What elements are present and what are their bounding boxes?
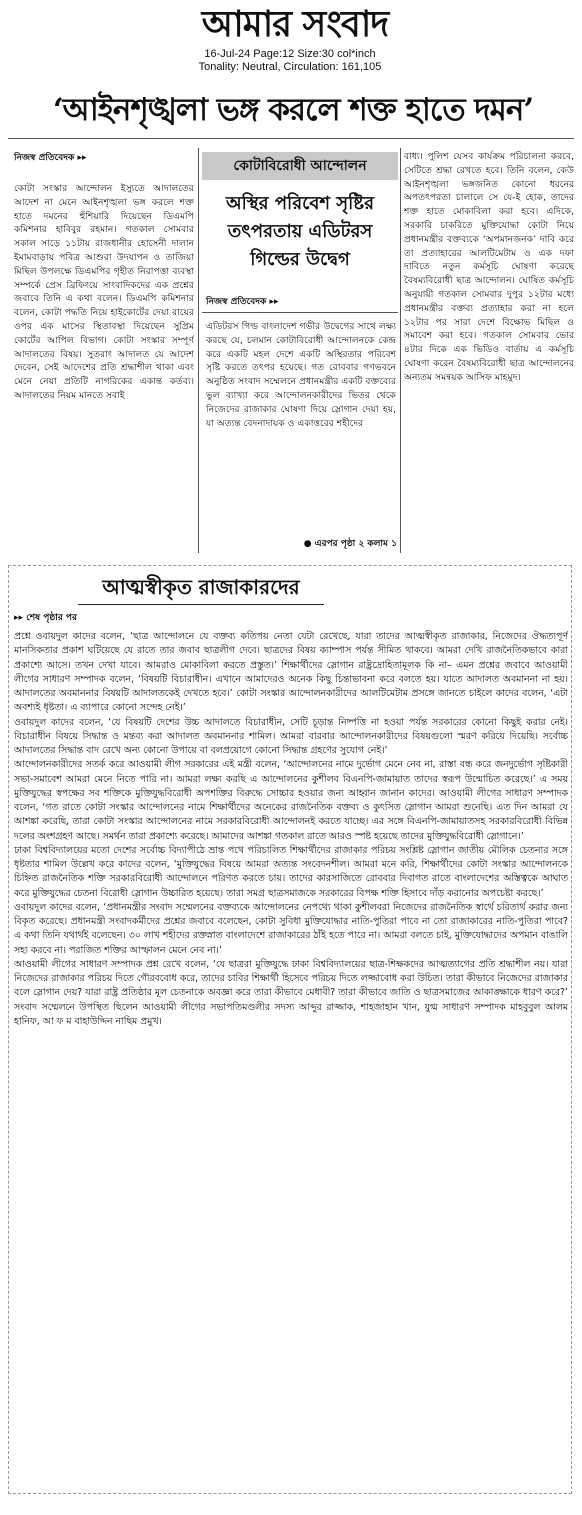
right-paragraph: বাধ্য। পুলিশ যেসব কার্যক্রম পরিচালনা করবে, সেটিতে শ্রদ্ধা রেখতে হবে। তিনি বলেন, কেউ আইনশৃঙ্খলা ভঙ্গজনিত কোনো ধরনের অপতৎপরতা চালালে সে যে-ই হোক, তাদের শক্ত হাতে মোকাবিলা করা হবে। এদিকে, সরকারি চাকরিতে মুক্তিযোদ্ধা কোটা নিয়ে প্রধানমন্ত্রীর বক্তব্যকে ‘অপমানজনক’ দাবি করে তা প্রত্যাহারের আলটিমেটাম ও এক দফা দাবিতে নতুন কর্মসূচি ঘোষণা করেছে বৈষম্যবিরোধী ছাত্র আন্দোলন। ঘোষিত কর্মসূচি অনুযায়ী গতকাল সোমবার দুপুর ১২টার মধ্যে প্রধানমন্ত্রীর বক্তব্য প্রত্যাহার করা না হলে ১২টার পর সারা দেশে বিক্ষোভ মিছিল ও সমাবেশ করা হবে। গতকাল সোমবার ভোর ৪টার দিকে এক ভিডিও বার্তায় এ কর্মসূচি ঘোষণা করেন বৈষম্যবিরোধী ছাত্র আন্দোলনের অন্যতম সমন্বয়ক আসিফ মাহমুদ। xyxy=(404,151,574,383)
column-divider-right xyxy=(400,148,401,553)
continuation-label: ▸▸ শেষ পৃষ্ঠার পর xyxy=(14,613,77,623)
left-column-text xyxy=(14,182,194,552)
middle-column-text xyxy=(206,320,396,534)
story-paragraph-4: ঢাকা বিশ্ববিদ্যালয়ের মতো দেশের সর্বোচ্চ বিদ্যাপীঠে ভ্রান্ত পথে পরিচালিত শিক্ষার্থীদের রাজাকার পরিচয় সংশ্লিষ্ট স্লোগান জাতীয় মৌলিক চেতনার সঙ্গে ধৃষ্টতার শামিল উল্লেখ করে কাদের বলেন, ‘মুক্তিযুদ্ধের বিষয়ে আমরা অত্যন্ত সংবেদনশীল। আমরা মনে করি, শিক্ষার্থীদের কোটা সংস্কার আন্দোলনকে চিহ্নিত রাজনৈতিক শক্তি সরকারবিরোধী আন্দোলনে পরিণত করতে চায়। তাদের কারসাজিতে রোববার দিবাগত রাতে বাংলাদেশের অস্তিত্বকে আঘাত করে মুক্তিযুদ্ধের চেতনা বিরোধী স্লোগান উচ্চারিত হয়েছে। তারা সমগ্র ছাত্রসমাজকে সরকারের বিপক্ষ শক্তি হিসাবে দাঁড় করানোর অপচেষ্টা করছে।’ xyxy=(14,844,568,899)
byline-divider xyxy=(202,312,398,313)
sub-headline: অস্থির পরিবেশ সৃষ্টির তৎপরতায় এডিটরস গিল্ডের উদ্বেগ xyxy=(226,193,374,270)
column-divider-left xyxy=(198,148,199,553)
main-headline: ‘আইনশৃঙ্খলা ভঙ্গ করলে শক্ত হাতে দমন’ xyxy=(52,92,534,128)
left-byline: নিজস্ব প্রতিবেদক ▸▸ xyxy=(14,153,87,163)
story-paragraph-2: ওবায়দুল কাদের বলেন, ‘যে বিষয়টি দেশের উচ্চ আদালতে বিচারাধীন, সেটি চূড়ান্ত নিষ্পত্তি না হওয়া পর্যন্ত সরকারের কোনো কিছুই করার নেই। বিচারাধীন বিষয়ে সিদ্ধান্ত ও মন্তব্য করা আদালত অবমাননার শামিল। আমরা বারবার আন্দোলনকারীদের বিষয়গুলো স্মরণ করিয়ে দিয়েছি। সর্বোচ্চ আদালতের সিদ্ধান্ত বাদ রেখে অন্য কোনো উপায়ে বা বলপ্রয়োগে কোনো সিদ্ধান্ত গ্রহণের সুযোগ নেই।’ xyxy=(14,716,568,756)
clipping-meta-line1: 16-Jul-24 Page:12 Size:30 col*inch xyxy=(204,48,376,60)
newspaper-masthead: আমার সংবাদ xyxy=(201,3,389,45)
continuation-headline: আত্মস্বীকৃত রাজাকারদের xyxy=(102,575,300,599)
middle-paragraph: এডিটরস গিল্ড বাংলাদেশ গভীর উদ্বেগের সাথে লক্ষ্য করছে যে, চলমান কোটাবিরোধী আন্দোলনকে কেন্দ্র করে একটি মহল দেশে একটি অস্থিরতার পরিবেশ সৃষ্টি করতে তৎপর হয়েছে। গত রোববার গণভবনে অনুষ্ঠিত সংবাদ সম্মেলনে প্রধানমন্ত্রীর একটি বক্তব্যের ভুল ব্যাখ্যা করে আন্দোলনকারীদের ভিতর থেকে নিজেদের রাজাকার ঘোষণা দিয়ে স্লোগান দেয়া হয়, যা অত্যন্ত বেদনাদায়ক ও একাত্তরের শহীদের xyxy=(206,321,396,429)
right-column-text xyxy=(404,150,574,550)
topic-tag: কোটাবিরোধী আন্দোলন xyxy=(202,152,398,180)
story-paragraph-3: আন্দোলনকারীদের সতর্ক করে আওয়ামী লীগ সরকারের এই মন্ত্রী বলেন, ‘আন্দোলনের নামে দুর্ভোগ মেনে নেব না, রাস্তা বন্ধ করে জনদুর্ভোগ সৃষ্টিকারী সভা-সমাবেশ আমরা মেনে নিতে পারি না। আমরা লক্ষ্য করছি এ আন্দোলনের কুশীলব বিএনপি-জামায়াত তাদের স্বরূপ উন্মোচিত করেছে।’ এ সময় মুক্তিযুদ্ধের স্বপক্ষের সব শক্তিকে মুক্তিযুদ্ধবিরোধী অপশক্তির বিরুদ্ধে সোচ্চার হওয়ার জন্য আহ্বান জানান কাদের। আওয়ামী লীগের সাধারণ সম্পাদক বলেন, ‘গত রাতে কোটা সংস্কার আন্দোলনের নামে শিক্ষার্থীদের অনেকের রাজনৈতিক বক্তব্য ও কুৎসিত স্লোগান আমরা শুনেছি। এত দিন আমরা যে আশঙ্কা করেছি, তারা কোটা সংস্কার আন্দোলনের নামে সরকারবিরোধী আন্দোলনই করতে যাচ্ছে। এর সঙ্গে বিএনপি-জামায়াতসহ সরকারবিরোধী বিভিন্ন দলের অংশগ্রহণ আছে। সমর্থন তারা প্রকাশ্যে করেছে। আমাদের আশঙ্কা গতকাল রাতে আরও স্পষ্ট হয়েছে তাদের মুক্তিযুদ্ধবিরোধী স্লোগানে।’ xyxy=(14,759,568,842)
clipping-meta-line2: Tonality: Neutral, Circulation: 161,105 xyxy=(198,61,382,73)
middle-byline: নিজস্ব প্রতিবেদক ▸▸ xyxy=(206,297,279,307)
continuation-story xyxy=(14,630,568,1488)
story-paragraph-6: আওয়ামী লীগের সাধারণ সম্পাদক প্রশ্ন রেখে বলেন, ‘যে ছাত্ররা মুক্তিযুদ্ধে ঢাকা বিশ্ববিদ্যালয়ের ছাত্র-শিক্ষকদের আত্মত্যাগের প্রতি শ্রদ্ধাশীল নয়। যারা নিজেদের রাজাকার পরিচয় দিতে গৌরববোধ করে, তাদের চাবির শিক্ষার্থী হিসেবে পরিচয় দিতে লজ্জাবোধ করা উচিত। তারা কীভাবে নিজেদের রাজাকার বলে স্লোগান দেয়? যারা রাষ্ট্র প্রতিষ্ঠার মূল চেতনাকে অবজ্ঞা করে তারা কীভাবে মেধাবী? তারা কীভাবে জাতি ও ছাত্রসমাজের আকাঙ্ক্ষাকে ধারণ করে?’ সংবাদ সম্মেলনে উপস্থিত ছিলেন আওয়ামী লীগের সভাপতিমণ্ডলীর সদস্য আব্দুর রাজ্জাক, শাহজাহান খান, যুগ্ম সাধারণ সম্পাদক মাহবুবুল আলম হানিফ, আ ফ ম বাহাউদ্দিন নাছিম প্রমুখ। xyxy=(14,958,568,1027)
headline-divider xyxy=(8,138,574,139)
left-paragraph: কোটা সংস্কার আন্দোলন ইস্যুতে আদালতের আদেশ না মেনে আইনশৃঙ্খলা ভঙ্গ করলে শক্ত হাতে দমনের হুঁশিয়ারি দিয়েছেন ডিএমপি কমিশনার হাবিবুর রহমান। গতকাল সোমবার সকাল সাড়ে ১১টায় রাজধানীর হোসেনী দালান ইমামবাড়ায় পবিত্র আশুরা উদযাপন ও তাজিয়া মিছিল উপলক্ষে ডিএমপির গৃহীত নিরাপত্তা ব্যবস্থা সম্পর্কে প্রেস ব্রিফিংয়ে সাংবাদিকদের এক প্রশ্নের জবাবে তিনি এ কথা বলেন। ডিএমপি কমিশনার বলেন, কোটা পদ্ধতি নিয়ে হাইকোর্টের দেয়া রায়ের ওপর এক মাসের স্থিতাবস্থা দিয়েছেন সুপ্রিম কোর্টের আপিল বিভাগ। কোটা সংস্কার সম্পূর্ণ আদালতের বিষয়। সুতরাং আদালত যে আদেশ দেবেন, সেই আদেশের প্রতি শ্রদ্ধাশীল থাকা এবং মেনে নেয়া প্রতিটি নাগরিকের একান্ত কর্তব্য। আদালতের নিয়ম মানতে সবাই xyxy=(14,183,194,401)
continuation-headline-underline xyxy=(78,604,324,605)
jump-line: ● এরপর পৃষ্ঠা ২ কলাম ১ xyxy=(303,539,397,549)
story-paragraph-5: ওবায়দুল কাদের বলেন, ‘প্রধানমন্ত্রীর সংবাদ সম্মেলনের বক্তব্যকে আন্দোলনের নেপথ্যে থাকা কুশীলবরা নিজেদের রাজনৈতিক স্বার্থে চরিতার্থ করার জন্য বিকৃত করেছে। প্রধানমন্ত্রী সংবাদকর্মীদের প্রশ্নের জবাবে বলেছেন, কোটা সুবিধা মুক্তিযোদ্ধার নাতি-পুতিরা পাবে না তো রাজাকারের নাতি-পুতিরা পাবে? এ কথা তিনি যথার্থই বলেছেন। ৩০ লাখ শহীদের রক্তস্নাত বাংলাদেশে রাজাকারের ঠাঁই হতে পারে না। আমরা বলতে চাই, মুক্তিযোদ্ধাদের অপমান বাঙালি সহ্য করবে না। পরাজিত শক্তির আস্ফালন মেনে নেব না।’ xyxy=(14,901,568,956)
story-paragraph-1: প্রশ্নে ওবায়দুল কাদের বলেন, ‘ছাত্র আন্দোলনে যে বক্তব্য কতিপয় নেতা যেটা রেখেছে, যারা তাদের আত্মস্বীকৃত রাজাকার, নিজেদের ঔদ্ধত্যপূর্ণ মানসিকতার প্রকাশ ঘটিয়েছে যে রাতে তার জবাব ছাত্রলীগ দেবে। ছাত্রদের বিষয় ক্যাম্পাস পর্যন্ত সীমিত থাকবে। আমরা দেখি রাজনৈতিকভাবে কারা প্রকাশ্যে আসে। তখন দেখা যাবে। আমরাও মোকাবিলা করতে প্রস্তুত।’ শিক্ষার্থীদের স্লোগান রাষ্ট্রদ্রোহিতামূলক কি না– এমন প্রশ্নের জবাবে আওয়ামী লীগের সাধারণ সম্পাদক বলেন, ‘বিষয়টি বিচারাধীন। এখানে আমাদেরও অনেক কিছু চিন্তাভাবনা করে বলতে হয়। যাতে আদালত অবমাননা না হয়। আদালতের অবমাননার বিষয়টি আদালতকেই দেখতে হবে।’ কোটা সংস্কার আন্দোলনকারীদের আলটিমেটাম প্রসঙ্গে জানতে চাইলে কাদের বলেন, ‘এটা অবশ্যই ধৃষ্টতা। এ ব্যাপারে কোনো সন্দেহ নেই।’ xyxy=(14,631,568,714)
